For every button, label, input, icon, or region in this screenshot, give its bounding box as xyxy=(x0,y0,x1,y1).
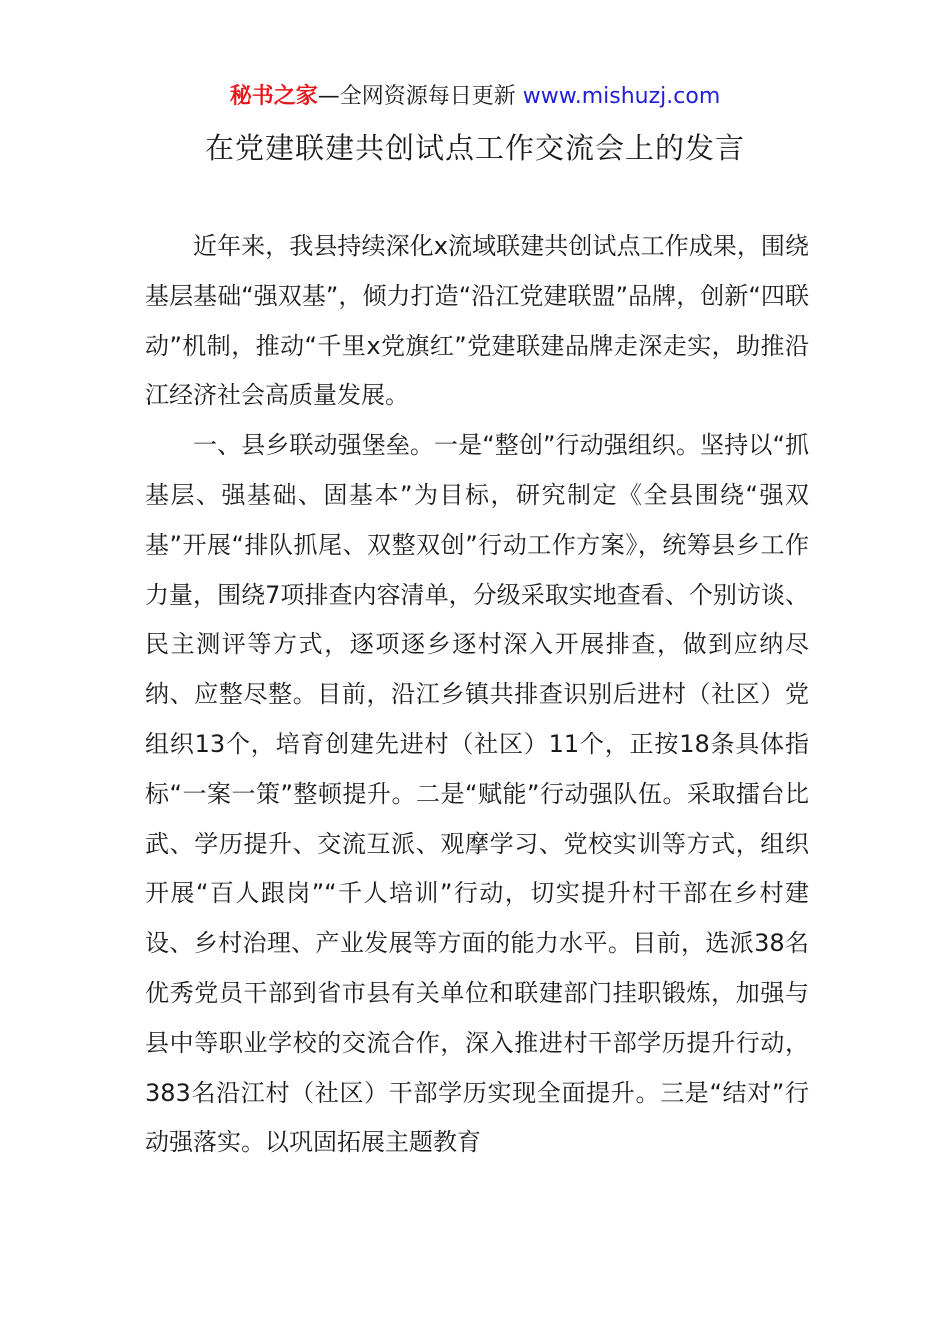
site-url-link[interactable]: www.mishuzj.com xyxy=(522,84,721,109)
document-title: 在党建联建共创试点工作交流会上的发言 xyxy=(204,131,745,165)
document-body xyxy=(145,222,809,1168)
header-tagline: —全网资源每日更新 xyxy=(317,84,516,109)
paragraph-section-one: 一、县乡联动强堡垒。一是“整创”行动强组织。坚持以“抓基层、强基础、固基本”为目标，研究制定《全县围绕“强双基”开展“排队抓尾、双整双创”行动工作方案》，统筹县乡工作力量，围绕7项排查内容清单，分级采取实地查看、个别访谈、民主测评等方式，逐项逐乡逐村深入开展排查，做到应纳尽纳、应整尽整。目前，沿江乡镇共排查识别后进村（社区）党组织13个，培育创建先进村（社区）11个，正按18条具体指标“一案一策”整顿提升。二是“赋能”行动强队伍。采取擂台比武、学历提升、交流互派、观摩学习、党校实训等方式，组织开展“百人跟岗”“千人培训”行动，切实提升村干部在乡村建设、乡村治理、产业发展等方面的能力水平。目前，选派38名优秀党员干部到省市县有关单位和联建部门挂职锻炼，加强与县中等职业学校的交流合作，深入推进村干部学历提升行动，383名沿江村（社区）干部学历实现全面提升。三是“结对”行动强落实。以巩固拓展主题教育 xyxy=(145,431,809,1157)
brand-name: 秘书之家 xyxy=(229,84,318,109)
site-header xyxy=(0,82,950,112)
paragraph-intro: 近年来，我县持续深化x流域联建共创试点工作成果，围绕基层基础“强双基”，倾力打造“沿江党建联盟”品牌，创新“四联动”机制，推动“千里x党旗红”党建联建品牌走深走实，助推沿江经济社会高质量发展。 xyxy=(145,232,809,410)
